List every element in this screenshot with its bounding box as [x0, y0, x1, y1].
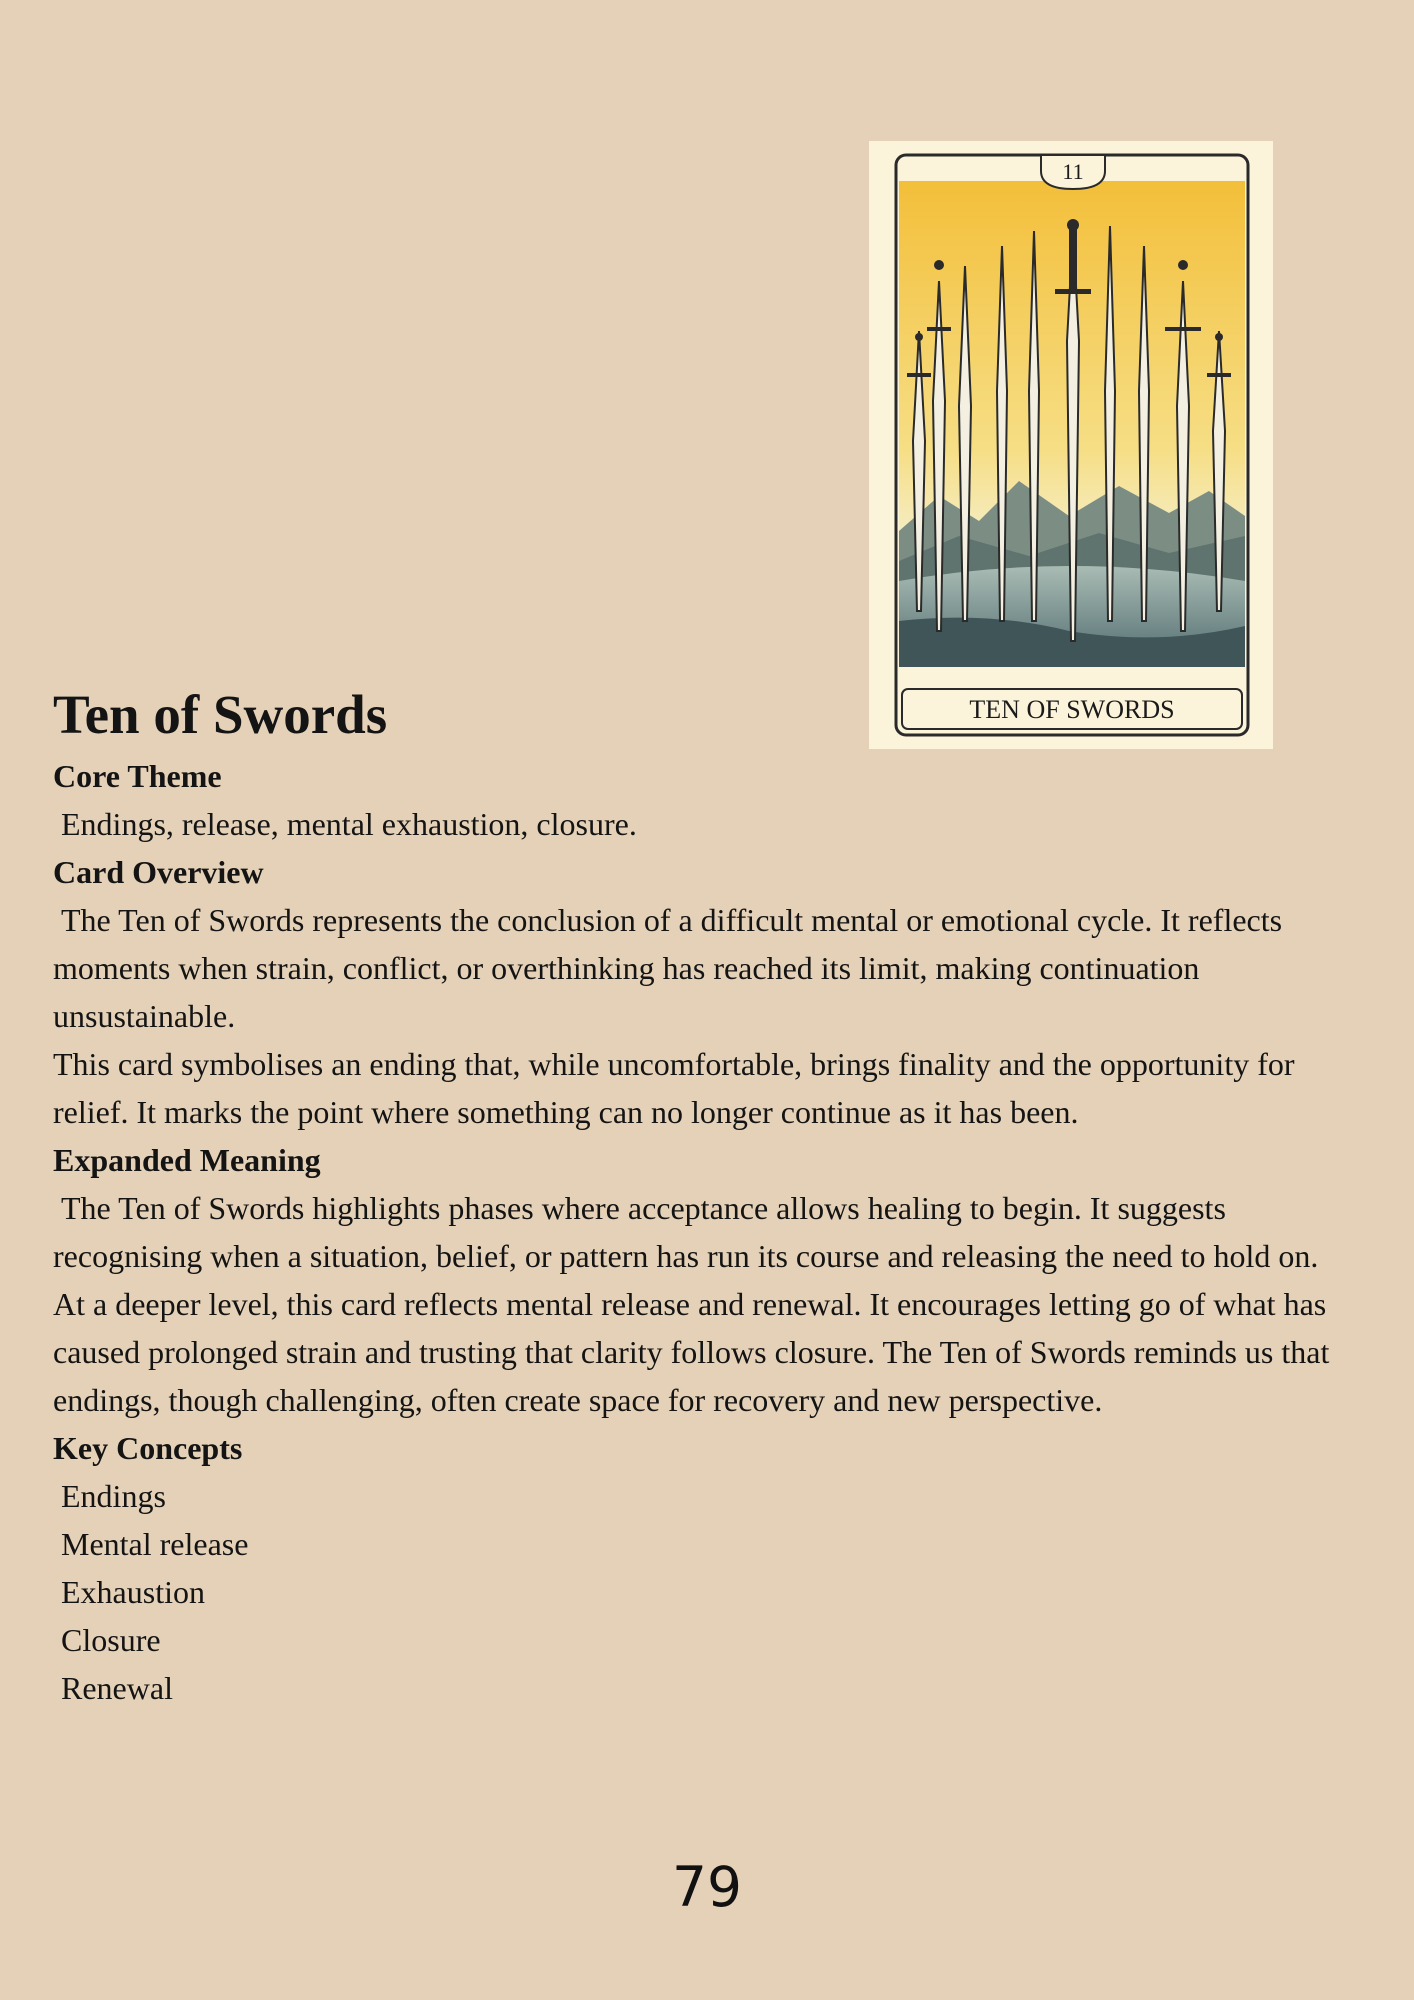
key-concept-item: Exhaustion	[53, 1574, 205, 1610]
page-title: Ten of Swords	[53, 684, 388, 745]
key-concepts-heading: Key Concepts	[53, 1430, 243, 1466]
key-concept-item: Endings	[53, 1478, 166, 1514]
expanded-meaning-heading: Expanded Meaning	[53, 1142, 321, 1178]
card-overview-heading: Card Overview	[53, 854, 264, 890]
card-overview-paragraph-1: The Ten of Swords represents the conclusion of a difficult mental or emotional cycle. It reflects moments when strain, conflict, or overthinking has reached its limit, making continuation unsustainable.	[53, 902, 1291, 1034]
ten-of-swords-illustration	[869, 141, 1273, 749]
page-number: 79	[672, 1855, 742, 1919]
expanded-meaning-paragraph-1: The Ten of Swords highlights phases where acceptance allows healing to begin. It suggests recognising when a situation, belief, or pattern has run its course and releasing the need to hold on.	[53, 1190, 1319, 1274]
tarot-card-image	[869, 141, 1273, 749]
card-overview-paragraph-2: This card symbolises an ending that, while uncomfortable, brings finality and the opportunity for relief. It marks the point where something can no longer continue as it has been.	[53, 1046, 1295, 1130]
expanded-meaning-paragraph-2: At a deeper level, this card reflects mental release and renewal. It encourages letting go of what has caused prolonged strain and trusting that clarity follows closure. The Ten of Swords reminds us that endings, though challenging, often create space for recovery and new perspective.	[53, 1286, 1330, 1418]
card-description	[53, 678, 1363, 1712]
key-concept-item: Closure	[53, 1622, 161, 1658]
key-concept-item: Renewal	[53, 1670, 173, 1706]
card-number: 11	[1062, 159, 1084, 184]
card-name: TEN OF SWORDS	[969, 695, 1175, 724]
key-concept-item: Mental release	[53, 1526, 249, 1562]
core-theme-heading: Core Theme	[53, 758, 222, 794]
core-theme-body: Endings, release, mental exhaustion, closure.	[53, 806, 637, 842]
